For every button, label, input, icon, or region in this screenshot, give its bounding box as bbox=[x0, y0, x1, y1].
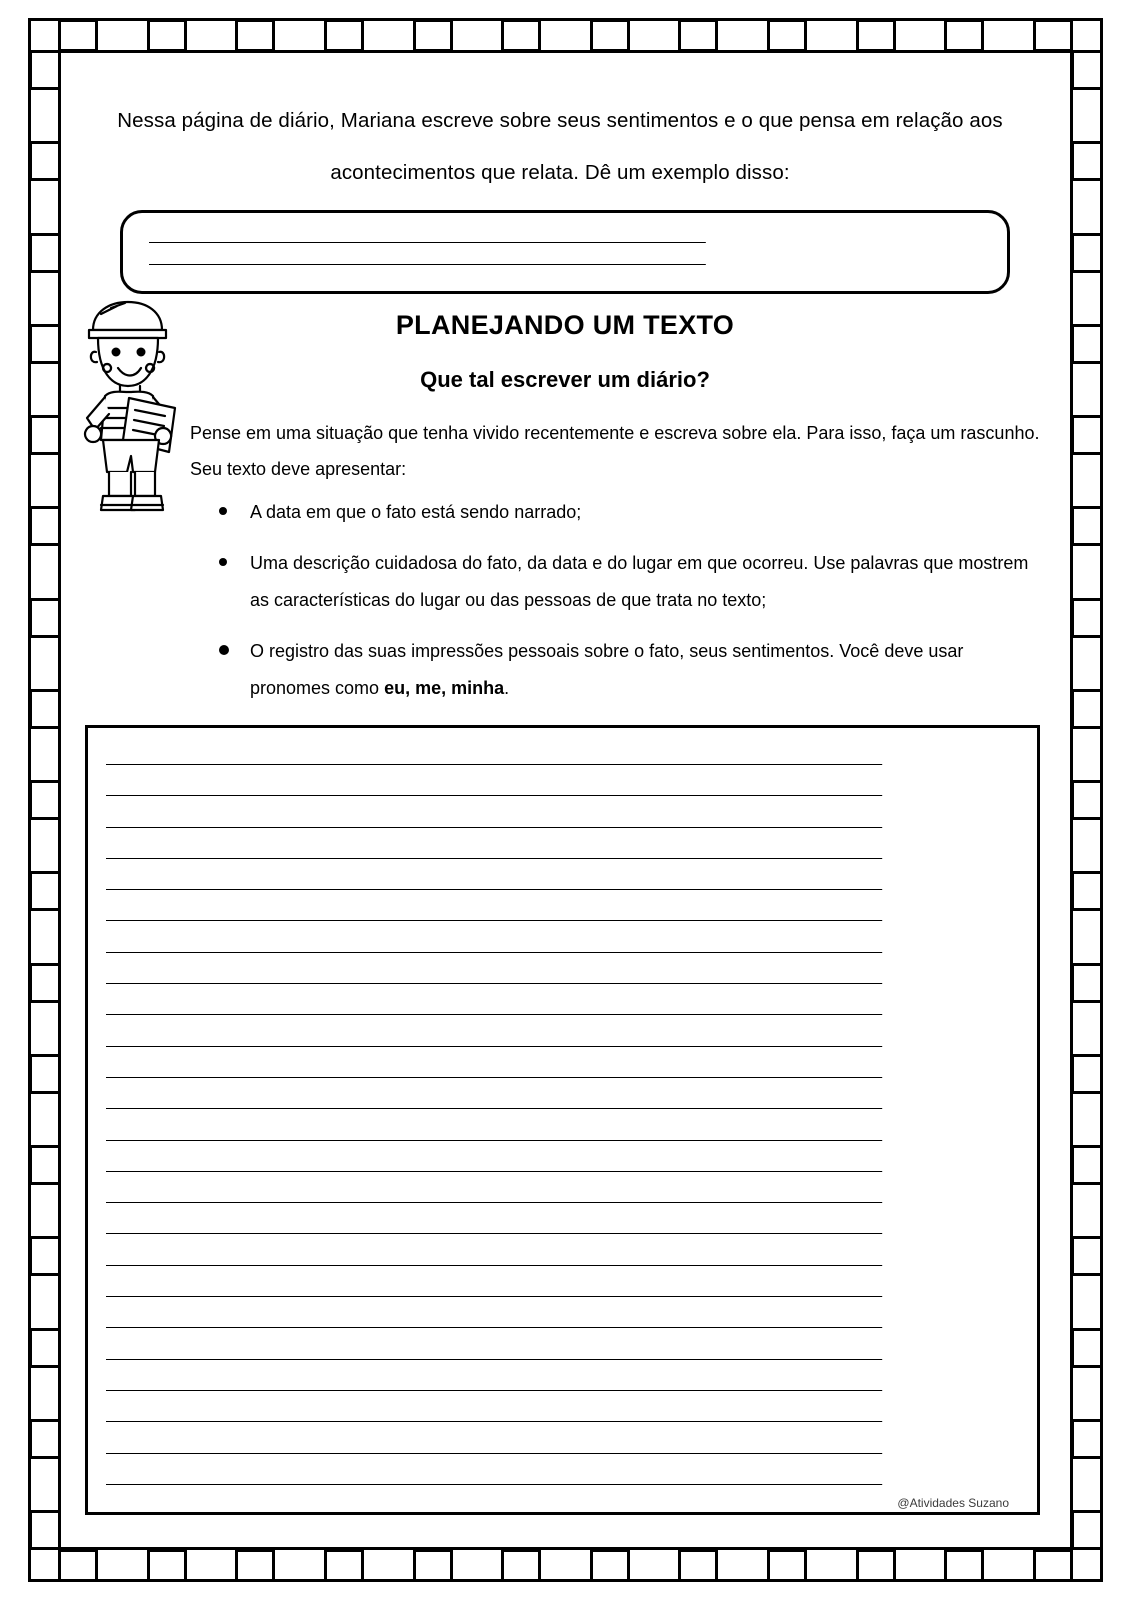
chain-link bbox=[58, 19, 98, 52]
writing-line[interactable]: ______________________________________________________________________________________________ bbox=[106, 1030, 882, 1048]
chain-link bbox=[29, 963, 61, 1003]
chain-link bbox=[678, 19, 718, 52]
writing-line[interactable]: ______________________________________________________________________________________________ bbox=[106, 1281, 882, 1299]
writing-line[interactable]: ______________________________________________________________________________________________ bbox=[106, 874, 882, 892]
chain-border-top bbox=[58, 18, 1073, 52]
writing-line[interactable]: ______________________________________________________________________________________________ bbox=[106, 1187, 882, 1205]
intro-question: Nessa página de diário, Mariana escreve sobre seus sentimentos e o que pensa em relação aos acontecimentos que relata. Dê um exemplo disso: bbox=[117, 109, 1003, 185]
chain-link bbox=[29, 50, 61, 90]
requirement-text: O registro das suas impressões pessoais sobre o fato, seus sentimentos. Você deve usar pronomes como bbox=[250, 640, 964, 698]
requirement-pronouns: eu, me, minha bbox=[384, 677, 505, 698]
chain-link bbox=[29, 324, 61, 364]
chain-link bbox=[29, 1419, 61, 1459]
answer-line[interactable]: ___________________________________________________________________ bbox=[149, 226, 705, 244]
writing-line[interactable]: ______________________________________________________________________________________________ bbox=[106, 936, 882, 954]
chain-link bbox=[1071, 871, 1103, 911]
writing-line[interactable]: ______________________________________________________________________________________________ bbox=[106, 1437, 882, 1455]
writing-line[interactable]: ______________________________________________________________________________________________ bbox=[106, 1312, 882, 1330]
chain-link bbox=[944, 19, 984, 52]
writing-line[interactable]: ______________________________________________________________________________________________ bbox=[106, 1124, 882, 1142]
chain-link bbox=[1071, 598, 1103, 638]
section-subtitle: Que tal escrever um diário? bbox=[420, 366, 710, 392]
chain-link bbox=[1071, 50, 1103, 90]
chain-link bbox=[324, 1549, 364, 1582]
chain-link bbox=[29, 1054, 61, 1094]
writing-line[interactable]: ______________________________________________________________________________________________ bbox=[106, 1374, 882, 1392]
list-item bbox=[215, 633, 1045, 707]
chain-link bbox=[58, 1549, 98, 1582]
writing-line[interactable]: ______________________________________________________________________________________________ bbox=[106, 905, 882, 923]
writing-line[interactable]: ______________________________________________________________________________________________ bbox=[106, 1061, 882, 1079]
chain-link bbox=[29, 506, 61, 546]
chain-border-right bbox=[1070, 50, 1103, 1550]
writing-line[interactable]: ______________________________________________________________________________________________ bbox=[106, 1468, 882, 1486]
chain-link bbox=[413, 19, 453, 52]
chain-link bbox=[590, 1549, 630, 1582]
writing-line[interactable]: ______________________________________________________________________________________________ bbox=[106, 749, 882, 766]
chain-link bbox=[235, 1549, 275, 1582]
chain-link bbox=[324, 19, 364, 52]
chain-link bbox=[678, 1549, 718, 1582]
boy-reading-book-illustration bbox=[65, 290, 200, 520]
chain-link bbox=[147, 19, 187, 52]
chain-link bbox=[1071, 963, 1103, 1003]
worksheet-content bbox=[75, 95, 1055, 1535]
list-item bbox=[215, 545, 1045, 619]
chain-link bbox=[29, 780, 61, 820]
answer-box[interactable] bbox=[120, 210, 1010, 294]
chain-link bbox=[1071, 1419, 1103, 1459]
chain-link bbox=[1071, 324, 1103, 364]
writing-line[interactable]: ______________________________________________________________________________________________ bbox=[106, 780, 882, 798]
chain-link bbox=[29, 598, 61, 638]
chain-link bbox=[1071, 141, 1103, 181]
list-item bbox=[215, 494, 1045, 531]
writing-line[interactable]: ______________________________________________________________________________________________ bbox=[106, 1218, 882, 1236]
chain-link bbox=[767, 19, 807, 52]
writing-line[interactable]: ______________________________________________________________________________________________ bbox=[106, 842, 882, 860]
writing-line[interactable]: ______________________________________________________________________________________________ bbox=[106, 1406, 882, 1424]
chain-link bbox=[1071, 506, 1103, 546]
answer-line[interactable]: ___________________________________________________________________ bbox=[149, 248, 705, 266]
chain-link bbox=[1071, 1510, 1103, 1550]
chain-link bbox=[29, 141, 61, 181]
writing-area[interactable] bbox=[85, 725, 1040, 1515]
chain-link bbox=[856, 1549, 896, 1582]
chain-link bbox=[856, 19, 896, 52]
chain-link bbox=[944, 1549, 984, 1582]
requirement-text: A data em que o fato está sendo narrado; bbox=[250, 502, 582, 523]
chain-link bbox=[1033, 19, 1073, 52]
chain-link bbox=[29, 1510, 61, 1550]
requirements-list bbox=[215, 494, 1045, 706]
chain-link bbox=[235, 19, 275, 52]
chain-link bbox=[590, 19, 630, 52]
chain-link bbox=[1071, 1054, 1103, 1094]
writing-line[interactable]: ______________________________________________________________________________________________ bbox=[106, 968, 882, 986]
chain-link bbox=[29, 689, 61, 729]
chain-link bbox=[1071, 780, 1103, 820]
credit-label: @Atividades Suzano bbox=[897, 1496, 1009, 1510]
writing-line[interactable]: ______________________________________________________________________________________________ bbox=[106, 999, 882, 1017]
chain-link bbox=[29, 1328, 61, 1368]
chain-border-left bbox=[28, 50, 61, 1550]
writing-line[interactable]: ______________________________________________________________________________________________ bbox=[106, 1249, 882, 1267]
chain-link bbox=[1033, 1549, 1073, 1582]
chain-link bbox=[1071, 415, 1103, 455]
chain-link bbox=[29, 1236, 61, 1276]
chain-link bbox=[1071, 1145, 1103, 1185]
chain-link bbox=[1071, 689, 1103, 729]
chain-link bbox=[501, 1549, 541, 1582]
section-title: PLANEJANDO UM TEXTO bbox=[395, 309, 735, 340]
chain-link bbox=[29, 415, 61, 455]
chain-link bbox=[501, 19, 541, 52]
requirement-text: Uma descrição cuidadosa do fato, da data e do lugar em que ocorreu. Use palavras que mostrem as características do lugar ou das pessoas de que trata no texto; bbox=[250, 553, 1029, 611]
chain-link bbox=[767, 1549, 807, 1582]
writing-line[interactable]: ______________________________________________________________________________________________ bbox=[106, 1093, 882, 1111]
chain-link bbox=[413, 1549, 453, 1582]
writing-line[interactable]: ______________________________________________________________________________________________ bbox=[106, 1155, 882, 1173]
writing-line[interactable]: ______________________________________________________________________________________________ bbox=[106, 1343, 882, 1361]
chain-border-bottom bbox=[58, 1548, 1073, 1582]
requirement-tail: . bbox=[504, 677, 510, 698]
chain-link bbox=[29, 871, 61, 911]
chain-link bbox=[29, 1145, 61, 1185]
chain-link bbox=[147, 1549, 187, 1582]
chain-link bbox=[1071, 233, 1103, 273]
instruction-text: Pense em uma situação que tenha vivido recentemente e escreva sobre ela. Para isso, faça um rascunho. Seu texto deve apresentar: bbox=[190, 422, 1040, 480]
chain-link bbox=[1071, 1328, 1103, 1368]
chain-link bbox=[29, 233, 61, 273]
chain-link bbox=[1071, 1236, 1103, 1276]
writing-line[interactable]: ______________________________________________________________________________________________ bbox=[106, 811, 882, 829]
